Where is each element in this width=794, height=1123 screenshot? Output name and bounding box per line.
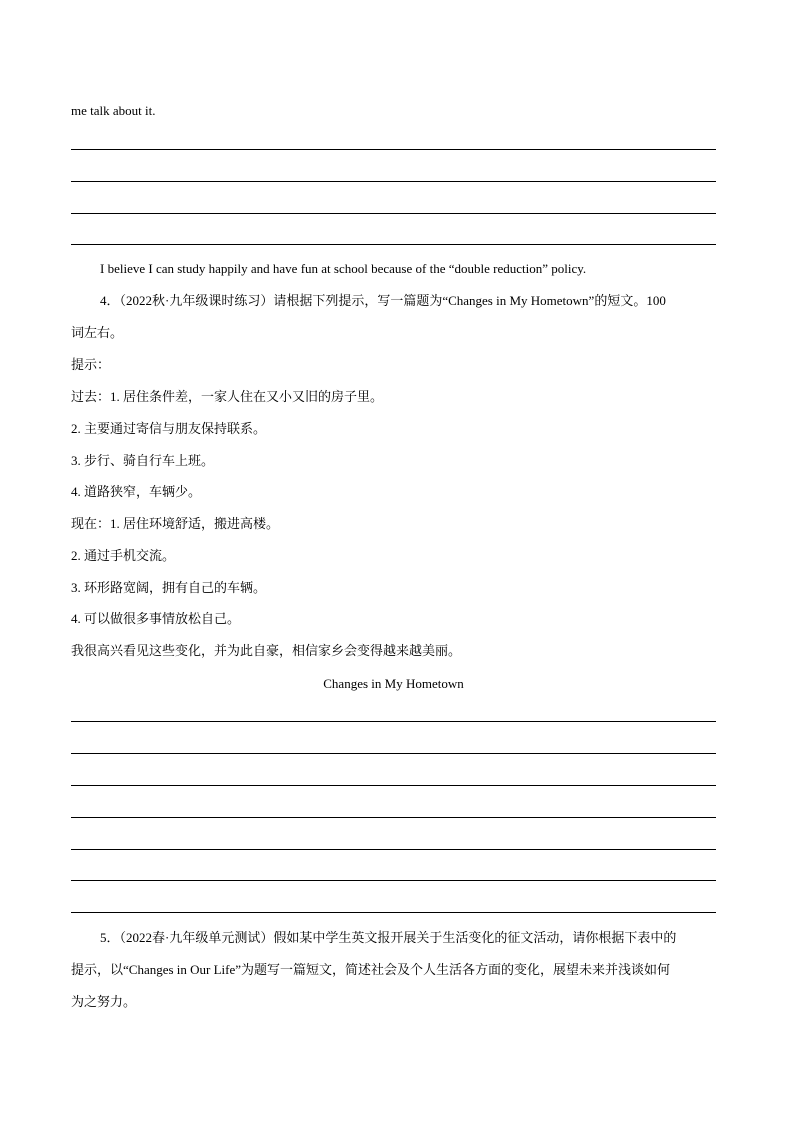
q5-prompt-line-3: 为之努力。: [71, 994, 137, 1009]
q4-now-2: 2. 通过手机交流。: [71, 548, 176, 563]
answer-line[interactable]: [71, 244, 716, 245]
answer-line[interactable]: [71, 149, 716, 150]
q5-prompt-line-2: 提示，以“Changes in Our Life”为题写一篇短文，简述社会及个人生活各方面的变化，展望未来并浅谈如何: [71, 962, 671, 977]
answer-line[interactable]: [71, 880, 716, 881]
answer-line[interactable]: [71, 817, 716, 818]
answer-line[interactable]: [71, 721, 716, 722]
q4-now-3: 3. 环形路宽阔，拥有自己的车辆。: [71, 580, 267, 595]
q5-prompt-line-1: 5．（2022春·九年级单元测试）假如某中学生英文报开展关于生活变化的征文活动，请你根据下表中的: [100, 930, 677, 945]
q4-now-4: 4. 可以做很多事情放松自己。: [71, 611, 241, 626]
q4-prompt-line-1: 4．（2022秋·九年级课时练习）请根据下列提示，写一篇题为“Changes in My Hometown”的短文。100: [100, 293, 666, 308]
answer-line[interactable]: [71, 181, 716, 182]
answer-line[interactable]: [71, 753, 716, 754]
closing-sentence: I believe I can study happily and have fun at school because of the “double reduction” policy.: [100, 261, 587, 276]
q4-conclusion: 我很高兴看见这些变化，并为此自豪，相信家乡会变得越来越美丽。: [71, 643, 462, 658]
essay-title: Changes in My Hometown: [323, 676, 464, 691]
q4-hint-label: 提示：: [71, 357, 111, 372]
answer-line[interactable]: [71, 912, 716, 913]
q4-past-4: 4. 道路狭窄，车辆少。: [71, 484, 202, 499]
answer-line[interactable]: [71, 213, 716, 214]
answer-line[interactable]: [71, 849, 716, 850]
q4-past-2: 2. 主要通过寄信与朋友保持联系。: [71, 421, 267, 436]
q4-now-1: 现在：1. 居住环境舒适，搬进高楼。: [71, 516, 280, 531]
q4-prompt-line-2: 词左右。: [71, 325, 124, 340]
q4-past-1: 过去：1. 居住条件差，一家人住在又小又旧的房子里。: [71, 389, 384, 404]
continuation-text: me talk about it.: [71, 103, 156, 118]
q4-past-3: 3. 步行、骑自行车上班。: [71, 453, 215, 468]
answer-line[interactable]: [71, 785, 716, 786]
